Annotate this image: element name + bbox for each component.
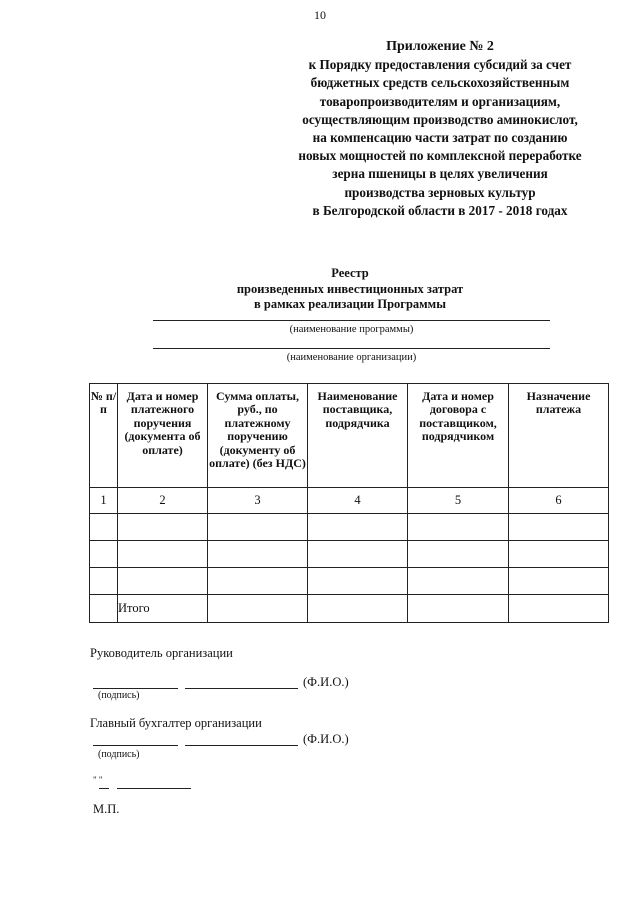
head-title: Руководитель организации	[90, 646, 233, 660]
table-cell[interactable]	[509, 514, 609, 541]
registry-title: Реестр	[331, 266, 369, 280]
column-header: Назначение платежа	[509, 384, 609, 488]
head-fio-label: (Ф.И.О.)	[303, 675, 349, 689]
registry-table	[89, 383, 609, 623]
column-number: 3	[208, 488, 308, 514]
appendix-line: новых мощностей по комплексной переработке	[298, 148, 582, 164]
table-cell[interactable]	[408, 514, 509, 541]
column-header: Дата и номер договора с поставщиком, подрядчиком	[408, 384, 509, 488]
appendix-line: товаропроизводителям и организациям,	[319, 93, 561, 109]
accountant-fio-label: (Ф.И.О.)	[303, 732, 349, 746]
table-cell[interactable]	[308, 568, 408, 595]
table-cell[interactable]	[408, 541, 509, 568]
table-cell[interactable]	[90, 541, 118, 568]
column-number-row	[90, 488, 609, 514]
total-row	[90, 595, 609, 623]
registry-subtitle: в рамках реализации Программы	[254, 297, 446, 311]
table-cell[interactable]	[308, 541, 408, 568]
table-cell[interactable]	[308, 595, 408, 623]
column-number: 2	[118, 488, 208, 514]
date-month-line[interactable]	[117, 788, 191, 789]
accountant-signature-line[interactable]	[93, 745, 178, 746]
table-cell[interactable]	[90, 568, 118, 595]
table-cell[interactable]	[408, 568, 509, 595]
table-cell	[90, 595, 118, 623]
table-row	[90, 514, 609, 541]
appendix-line: на компенсацию части затрат по созданию	[312, 130, 568, 146]
table-cell[interactable]	[208, 568, 308, 595]
date-day-line[interactable]	[99, 788, 109, 789]
head-signature-line[interactable]	[93, 688, 178, 689]
registry-subtitle: произведенных инвестиционных затрат	[236, 281, 464, 296]
organization-name-caption: (наименование организации)	[286, 352, 417, 363]
table-cell[interactable]	[118, 568, 208, 595]
table-cell[interactable]	[208, 514, 308, 541]
head-name-line[interactable]	[185, 688, 298, 689]
column-header: Сумма оплаты, руб., по платежному поручению (документу об оплате) (без НДС)	[208, 384, 308, 488]
accountant-sign-caption: (подпись)	[98, 749, 140, 760]
table-header-row	[90, 384, 609, 488]
table-row	[90, 541, 609, 568]
date-quotes: " "	[93, 775, 103, 785]
registry-heading	[150, 266, 550, 313]
appendix-line: в Белгородской области в 2017 - 2018 годах	[312, 202, 568, 218]
table-cell[interactable]	[118, 541, 208, 568]
appendix-line: к Порядку предоставления субсидий за счет	[308, 57, 572, 73]
program-name-caption: (наименование программы)	[289, 324, 414, 335]
table-cell[interactable]	[208, 595, 308, 623]
table-cell[interactable]	[308, 514, 408, 541]
head-sign-caption: (подпись)	[98, 690, 140, 701]
column-number: 1	[90, 488, 118, 514]
total-label: Итого	[118, 595, 208, 623]
table-cell[interactable]	[509, 568, 609, 595]
organization-name-line[interactable]	[153, 348, 550, 349]
accountant-name-line[interactable]	[185, 745, 298, 746]
table-cell[interactable]	[408, 595, 509, 623]
column-number: 5	[408, 488, 509, 514]
stamp-label: М.П.	[93, 802, 120, 816]
table-cell[interactable]	[509, 595, 609, 623]
table-cell[interactable]	[208, 541, 308, 568]
appendix-line: осуществляющим производство аминокислот,	[302, 111, 578, 127]
appendix-line: Приложение № 2	[386, 39, 494, 54]
appendix-heading	[270, 38, 610, 220]
table-cell[interactable]	[118, 514, 208, 541]
accountant-title: Главный бухгалтер организации	[90, 716, 262, 730]
column-number: 6	[509, 488, 609, 514]
appendix-line: производства зерновых культур	[344, 184, 536, 200]
program-name-line[interactable]	[153, 320, 550, 321]
appendix-line: бюджетных средств сельскохозяйственным	[310, 75, 570, 91]
page-number: 10	[314, 8, 326, 22]
appendix-line: зерна пшеницы в целях увеличения	[332, 166, 548, 182]
column-header: Дата и номер платежного поручения (документа об оплате)	[118, 384, 208, 488]
table-cell[interactable]	[509, 541, 609, 568]
column-header: № п/п	[90, 384, 118, 488]
column-number: 4	[308, 488, 408, 514]
table-cell[interactable]	[90, 514, 118, 541]
table-row	[90, 568, 609, 595]
column-header: Наименование поставщика, подрядчика	[308, 384, 408, 488]
